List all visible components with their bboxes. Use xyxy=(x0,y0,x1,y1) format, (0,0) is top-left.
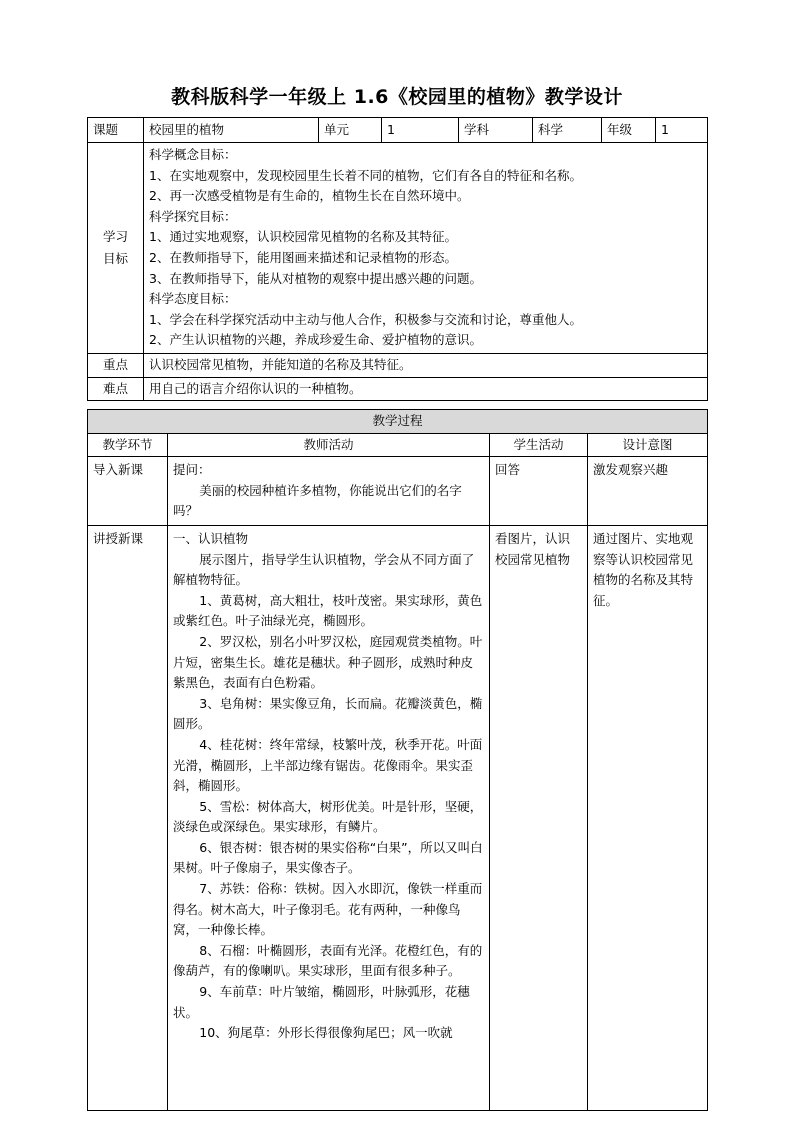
document-title: 教科版科学一年级上 1.6《校园里的植物》教学设计 xyxy=(171,86,623,108)
lesson-paragraph: 2、罗汉松，别名小叶罗汉松，庭园观赏类植物。叶片短，密集生长。雄花是穗状。种子圆形，成熟时种皮紫黑色，表面有白色粉霜。 xyxy=(173,633,483,691)
unit-value: 1 xyxy=(382,118,459,143)
process-table xyxy=(87,409,708,1111)
difficulty-label: 难点 xyxy=(88,377,144,401)
lesson-stage: 讲授新课 xyxy=(88,525,168,1110)
objective-line: 3、在教师指导下，能从对植物的观察中提出感兴趣的问题。 xyxy=(149,270,482,286)
intro-intent: 激发观察兴趣 xyxy=(588,457,708,526)
unit-label: 单元 xyxy=(319,118,382,143)
lesson-intent: 通过图片、实地观察等认识校园常见植物的名称及其特征。 xyxy=(588,525,708,1110)
process-heading-row xyxy=(88,410,708,434)
objective-line: 1、学会在科学探究活动中主动与他人合作，积极参与交流和讨论，尊重他人。 xyxy=(149,311,582,327)
objective-line: 1、通过实地观察，认识校园常见植物的名称及其特征。 xyxy=(149,229,457,245)
intro-stage: 导入新课 xyxy=(88,457,168,526)
lesson-teacher xyxy=(168,525,490,1110)
lesson-paragraph: 7、苏铁：俗称：铁树。因入水即沉，像铁一样重而得名。树木高大，叶子像羽毛。花有两种，一种像鸟窝，一种像长棒。 xyxy=(173,881,483,938)
objectives-text xyxy=(144,143,708,354)
column-teacher: 教师活动 xyxy=(168,433,490,457)
difficulty-row xyxy=(88,377,708,401)
key-point-row xyxy=(88,353,708,377)
column-intent: 设计意图 xyxy=(588,433,708,457)
lesson-paragraph: 10、狗尾草：外形长得很像狗尾巴；风一吹就 xyxy=(199,1025,453,1041)
topic-value: 校园里的植物 xyxy=(144,118,319,143)
lesson-student: 看图片，认识校园常见植物 xyxy=(490,525,588,1110)
process-heading: 教学过程 xyxy=(88,410,708,434)
intro-row xyxy=(88,457,708,526)
objective-line: 2、产生认识植物的兴趣，养成珍爱生命、爱护植物的意识。 xyxy=(149,332,482,348)
lesson-heading: 一、认识植物 xyxy=(173,530,249,546)
objectives-row xyxy=(88,143,708,354)
info-table xyxy=(87,117,708,401)
lesson-paragraph: 8、石榴：叶椭圆形，表面有光泽。花橙红色，有的像葫芦，有的像喇叭。果实球形，里面有很多种子。 xyxy=(173,942,483,979)
grade-value: 1 xyxy=(656,118,708,143)
objective-line: 1、在实地观察中，发现校园里生长着不同的植物，它们有各自的特征和名称。 xyxy=(149,167,582,183)
grade-label: 年级 xyxy=(602,118,656,143)
lesson-paragraph: 4、桂花树：终年常绿，枝繁叶茂，秋季开花。叶面光滑，椭圆形，上半部边缘有锯齿。花像雨伞。果实歪斜，椭圆形。 xyxy=(173,736,483,794)
objective-line: 科学探究目标： xyxy=(149,208,237,224)
lesson-paragraph: 1、黄葛树，高大粗壮，枝叶茂密。果实球形，黄色或紫红色。叶子油绿光亮，椭圆形。 xyxy=(173,592,483,629)
key-point-label: 重点 xyxy=(88,353,144,377)
header-row xyxy=(88,118,708,143)
column-stage: 教学环节 xyxy=(88,433,168,457)
difficulty-text: 用自己的语言介绍你认识的一种植物。 xyxy=(144,377,708,401)
objective-line: 科学态度目标： xyxy=(149,291,237,307)
objective-line: 2、在教师指导下，能用图画来描述和记录植物的形态。 xyxy=(149,249,457,265)
objectives-label: 学习 目标 xyxy=(88,143,144,354)
intro-question: 美丽的校园种植许多植物，你能说出它们的名字吗？ xyxy=(173,482,462,519)
lesson-paragraph: 9、车前草：叶片皱缩，椭圆形，叶脉弧形，花穗状。 xyxy=(173,984,470,1020)
lesson-paragraph: 5、雪松：树体高大，树形优美。叶是针形，坚硬，淡绿色或深绿色。果实球形，有鳞片。 xyxy=(173,798,483,835)
intro-teacher xyxy=(168,457,490,526)
lesson-row xyxy=(88,525,708,1110)
objective-line: 2、再一次感受植物是有生命的，植物生长在自然环境中。 xyxy=(149,188,470,204)
key-point-text: 认识校园常见植物，并能知道的名称及其特征。 xyxy=(144,353,708,377)
lesson-paragraph: 展示图片，指导学生认识植物，学会从不同方面了解植物特征。 xyxy=(173,551,475,588)
process-columns-row xyxy=(88,433,708,457)
objective-line: 科学概念目标： xyxy=(149,147,237,162)
topic-label: 课题 xyxy=(88,118,144,143)
lesson-paragraph: 3、皂角树：果实像豆角，长而扁。花瓣淡黄色，椭圆形。 xyxy=(173,695,483,732)
intro-question-label: 提问： xyxy=(173,462,211,478)
subject-label: 学科 xyxy=(459,118,533,143)
subject-value: 科学 xyxy=(533,118,602,143)
column-student: 学生活动 xyxy=(490,433,588,457)
lesson-paragraph: 6、银杏树：银杏树的果实俗称“白果”，所以又叫白果树。叶子像扇子，果实像杏子。 xyxy=(173,839,483,876)
intro-student: 回答 xyxy=(490,457,588,526)
